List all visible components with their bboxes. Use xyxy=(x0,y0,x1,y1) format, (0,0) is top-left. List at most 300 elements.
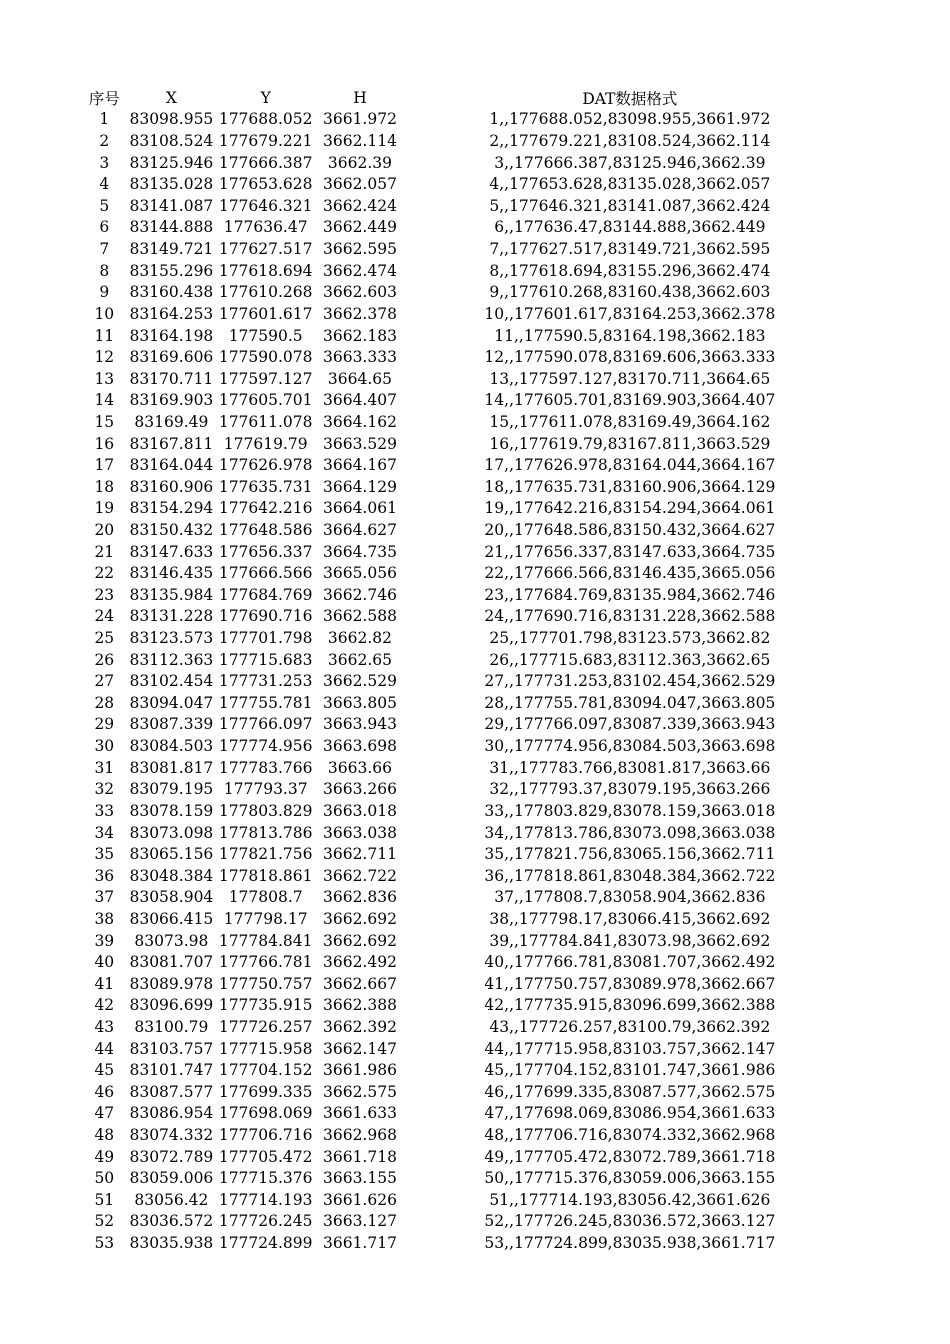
cell-dat: 17,,177626.978,83164.044,3664.167 xyxy=(484,456,776,475)
table-row xyxy=(80,411,800,433)
cell-y: 177690.716 xyxy=(218,607,313,626)
cell-x: 83084.503 xyxy=(129,737,214,756)
table-row xyxy=(80,995,800,1017)
cell-y: 177618.694 xyxy=(218,261,313,280)
cell-x: 83160.438 xyxy=(129,283,214,302)
cell-y: 177605.701 xyxy=(218,391,313,410)
cell-y: 177808.7 xyxy=(228,888,303,907)
cell-h: 3664.167 xyxy=(322,456,397,475)
cell-h: 3661.972 xyxy=(322,110,397,129)
cell-seq: 45 xyxy=(94,1061,115,1080)
cell-dat: 19,,177642.216,83154.294,3664.061 xyxy=(484,499,776,518)
cell-dat: 9,,177610.268,83160.438,3662.603 xyxy=(489,283,771,302)
cell-seq: 13 xyxy=(94,369,115,388)
cell-x: 83081.817 xyxy=(129,758,214,777)
cell-h: 3663.943 xyxy=(322,715,397,734)
cell-y: 177766.781 xyxy=(218,953,313,972)
cell-seq: 24 xyxy=(94,607,115,626)
cell-x: 83146.435 xyxy=(129,564,214,583)
cell-seq: 35 xyxy=(94,845,115,864)
table-row xyxy=(80,973,800,995)
header-h: H xyxy=(353,88,367,107)
cell-h: 3663.038 xyxy=(322,823,397,842)
cell-dat: 16,,177619.79,83167.811,3663.529 xyxy=(489,434,771,453)
cell-seq: 49 xyxy=(94,1147,115,1166)
cell-x: 83078.159 xyxy=(129,801,214,820)
cell-x: 83123.573 xyxy=(129,629,214,648)
cell-dat: 11,,177590.5,83164.198,3662.183 xyxy=(494,326,766,345)
header-row xyxy=(80,87,800,109)
cell-y: 177666.566 xyxy=(218,564,313,583)
table-row xyxy=(80,1167,800,1189)
cell-seq: 36 xyxy=(94,866,115,885)
table-row xyxy=(80,692,800,714)
cell-y: 177611.078 xyxy=(218,412,313,431)
cell-y: 177774.956 xyxy=(218,737,313,756)
cell-dat: 30,,177774.956,83084.503,3663.698 xyxy=(484,737,776,756)
cell-seq: 41 xyxy=(94,974,115,993)
cell-x: 83131.228 xyxy=(129,607,214,626)
cell-dat: 50,,177715.376,83059.006,3663.155 xyxy=(484,1169,776,1188)
cell-h: 3661.986 xyxy=(322,1061,397,1080)
cell-y: 177626.978 xyxy=(218,456,313,475)
cell-x: 83065.156 xyxy=(129,845,214,864)
table-row xyxy=(80,303,800,325)
cell-y: 177704.152 xyxy=(218,1061,313,1080)
table-row xyxy=(80,627,800,649)
cell-x: 83169.49 xyxy=(134,412,209,431)
cell-dat: 12,,177590.078,83169.606,3663.333 xyxy=(484,348,776,367)
data-rows xyxy=(80,109,800,1254)
header-y: Y xyxy=(260,88,271,107)
table-row xyxy=(80,670,800,692)
table-row xyxy=(80,1124,800,1146)
cell-y: 177715.683 xyxy=(218,650,313,669)
table-row xyxy=(80,195,800,217)
table-row xyxy=(80,173,800,195)
cell-h: 3662.449 xyxy=(322,218,397,237)
cell-seq: 26 xyxy=(94,650,115,669)
cell-seq: 37 xyxy=(94,888,115,907)
cell-seq: 21 xyxy=(94,542,115,561)
cell-dat: 41,,177750.757,83089.978,3662.667 xyxy=(484,974,776,993)
cell-dat: 1,,177688.052,83098.955,3661.972 xyxy=(489,110,771,129)
cell-y: 177750.757 xyxy=(218,974,313,993)
cell-dat: 46,,177699.335,83087.577,3662.575 xyxy=(484,1082,776,1101)
cell-y: 177726.257 xyxy=(218,1018,313,1036)
cell-dat: 37,,177808.7,83058.904,3662.836 xyxy=(494,888,766,907)
cell-x: 83155.296 xyxy=(129,261,214,280)
cell-seq: 2 xyxy=(99,132,110,151)
cell-x: 83094.047 xyxy=(129,693,214,712)
cell-seq: 38 xyxy=(94,909,115,928)
cell-y: 177705.472 xyxy=(218,1147,313,1166)
cell-dat: 42,,177735.915,83096.699,3662.388 xyxy=(484,996,776,1015)
cell-dat: 31,,177783.766,83081.817,3663.66 xyxy=(489,758,771,777)
cell-h: 3662.82 xyxy=(327,629,393,648)
table-row xyxy=(80,562,800,584)
cell-x: 83058.904 xyxy=(129,888,214,907)
cell-h: 3662.424 xyxy=(322,196,397,215)
cell-x: 83102.454 xyxy=(129,672,214,691)
cell-dat: 6,,177636.47,83144.888,3662.449 xyxy=(494,218,766,237)
cell-y: 177590.5 xyxy=(228,326,303,345)
cell-y: 177646.321 xyxy=(218,196,313,215)
cell-h: 3663.66 xyxy=(327,758,393,777)
table-row xyxy=(80,1189,800,1211)
cell-x: 83081.707 xyxy=(129,953,214,972)
cell-seq: 25 xyxy=(94,629,115,648)
cell-h: 3662.183 xyxy=(322,326,397,345)
table-row xyxy=(80,346,800,368)
cell-y: 177803.829 xyxy=(218,801,313,820)
cell-h: 3663.266 xyxy=(322,780,397,799)
cell-seq: 53 xyxy=(94,1234,115,1253)
table-row xyxy=(80,1038,800,1060)
cell-x: 83087.577 xyxy=(129,1082,214,1101)
cell-y: 177656.337 xyxy=(218,542,313,561)
cell-h: 3662.378 xyxy=(322,304,397,323)
table-row xyxy=(80,822,800,844)
cell-y: 177688.052 xyxy=(218,110,313,129)
cell-h: 3662.603 xyxy=(322,283,397,302)
cell-h: 3662.114 xyxy=(322,132,397,151)
cell-dat: 29,,177766.097,83087.339,3663.943 xyxy=(484,715,776,734)
table-row xyxy=(80,325,800,347)
cell-dat: 26,,177715.683,83112.363,3662.65 xyxy=(489,650,771,669)
cell-dat: 22,,177666.566,83146.435,3665.056 xyxy=(484,564,776,583)
cell-h: 3662.39 xyxy=(327,153,393,172)
cell-dat: 51,,177714.193,83056.42,3661.626 xyxy=(489,1190,771,1209)
cell-h: 3661.633 xyxy=(322,1104,397,1123)
cell-y: 177798.17 xyxy=(223,909,308,928)
cell-h: 3664.129 xyxy=(322,477,397,496)
cell-seq: 9 xyxy=(99,283,110,302)
cell-y: 177601.617 xyxy=(218,304,313,323)
cell-seq: 7 xyxy=(99,240,110,259)
table-row xyxy=(80,865,800,887)
cell-seq: 4 xyxy=(99,175,110,194)
cell-seq: 47 xyxy=(94,1104,115,1123)
cell-dat: 18,,177635.731,83160.906,3664.129 xyxy=(484,477,776,496)
cell-dat: 25,,177701.798,83123.573,3662.82 xyxy=(489,629,771,648)
cell-x: 83073.98 xyxy=(134,931,209,950)
cell-seq: 52 xyxy=(94,1212,115,1231)
cell-h: 3662.529 xyxy=(322,672,397,691)
cell-x: 83144.888 xyxy=(129,218,214,237)
cell-x: 83073.098 xyxy=(129,823,214,842)
cell-dat: 2,,177679.221,83108.524,3662.114 xyxy=(489,132,771,151)
cell-y: 177821.756 xyxy=(218,845,313,864)
cell-dat: 8,,177618.694,83155.296,3662.474 xyxy=(489,261,771,280)
cell-x: 83048.384 xyxy=(129,866,214,885)
cell-x: 83164.253 xyxy=(129,304,214,323)
cell-dat: 44,,177715.958,83103.757,3662.147 xyxy=(484,1039,776,1058)
cell-h: 3662.65 xyxy=(327,650,393,669)
table-row xyxy=(80,498,800,520)
table-row xyxy=(80,779,800,801)
cell-seq: 12 xyxy=(94,348,115,367)
cell-seq: 5 xyxy=(99,196,110,215)
cell-h: 3664.407 xyxy=(322,391,397,410)
cell-h: 3663.127 xyxy=(322,1212,397,1231)
cell-y: 177726.245 xyxy=(218,1212,313,1231)
cell-seq: 14 xyxy=(94,391,115,410)
cell-h: 3662.388 xyxy=(322,996,397,1015)
cell-x: 83072.789 xyxy=(129,1147,214,1166)
cell-seq: 29 xyxy=(94,715,115,734)
cell-h: 3662.968 xyxy=(322,1126,397,1145)
table-row xyxy=(80,130,800,152)
cell-y: 177784.841 xyxy=(218,931,313,950)
cell-y: 177766.097 xyxy=(218,715,313,734)
cell-y: 177610.268 xyxy=(218,283,313,302)
cell-seq: 46 xyxy=(94,1082,115,1101)
cell-dat: 35,,177821.756,83065.156,3662.711 xyxy=(484,845,776,864)
cell-x: 83098.955 xyxy=(129,110,214,129)
cell-h: 3664.627 xyxy=(322,520,397,539)
cell-x: 83149.721 xyxy=(129,240,214,259)
table-row xyxy=(80,541,800,563)
cell-dat: 20,,177648.586,83150.432,3664.627 xyxy=(484,520,776,539)
table-row xyxy=(80,908,800,930)
cell-h: 3664.65 xyxy=(327,369,393,388)
cell-y: 177627.517 xyxy=(218,240,313,259)
cell-x: 83086.954 xyxy=(129,1104,214,1123)
cell-h: 3662.147 xyxy=(322,1039,397,1058)
table-row xyxy=(80,454,800,476)
cell-x: 83059.006 xyxy=(129,1169,214,1188)
cell-seq: 44 xyxy=(94,1039,115,1058)
cell-y: 177635.731 xyxy=(218,477,313,496)
cell-dat: 7,,177627.517,83149.721,3662.595 xyxy=(489,240,771,259)
cell-y: 177715.376 xyxy=(218,1169,313,1188)
cell-dat: 47,,177698.069,83086.954,3661.633 xyxy=(484,1104,776,1123)
cell-seq: 19 xyxy=(94,499,115,518)
table-row xyxy=(80,1232,800,1254)
cell-y: 177653.628 xyxy=(218,175,313,194)
table-row xyxy=(80,1146,800,1168)
cell-x: 83167.811 xyxy=(129,434,214,453)
cell-x: 83150.432 xyxy=(129,520,214,539)
cell-y: 177701.798 xyxy=(218,629,313,648)
cell-h: 3662.392 xyxy=(322,1018,397,1036)
cell-seq: 1 xyxy=(99,110,110,129)
cell-y: 177793.37 xyxy=(223,780,308,799)
cell-x: 83141.087 xyxy=(129,196,214,215)
cell-y: 177590.078 xyxy=(218,348,313,367)
cell-h: 3662.667 xyxy=(322,974,397,993)
table-row xyxy=(80,887,800,909)
cell-y: 177684.769 xyxy=(218,585,313,604)
table-row xyxy=(80,368,800,390)
cell-dat: 32,,177793.37,83079.195,3663.266 xyxy=(489,780,771,799)
cell-dat: 27,,177731.253,83102.454,3662.529 xyxy=(484,672,776,691)
cell-x: 83108.524 xyxy=(129,132,214,151)
cell-y: 177619.79 xyxy=(223,434,308,453)
cell-h: 3663.018 xyxy=(322,801,397,820)
table-row xyxy=(80,260,800,282)
cell-x: 83164.198 xyxy=(129,326,214,345)
cell-x: 83164.044 xyxy=(129,456,214,475)
table-row xyxy=(80,735,800,757)
cell-h: 3662.474 xyxy=(322,261,397,280)
cell-dat: 3,,177666.387,83125.946,3662.39 xyxy=(494,153,766,172)
cell-seq: 42 xyxy=(94,996,115,1015)
table-row xyxy=(80,433,800,455)
cell-y: 177636.47 xyxy=(223,218,308,237)
table-row xyxy=(80,584,800,606)
cell-seq: 20 xyxy=(94,520,115,539)
cell-y: 177818.861 xyxy=(218,866,313,885)
cell-h: 3663.698 xyxy=(322,737,397,756)
cell-h: 3662.575 xyxy=(322,1082,397,1101)
cell-dat: 48,,177706.716,83074.332,3662.968 xyxy=(484,1126,776,1145)
cell-y: 177755.781 xyxy=(218,693,313,712)
cell-h: 3664.735 xyxy=(322,542,397,561)
cell-seq: 27 xyxy=(94,672,115,691)
cell-x: 83135.028 xyxy=(129,175,214,194)
cell-h: 3662.692 xyxy=(322,931,397,950)
cell-h: 3664.162 xyxy=(322,412,397,431)
cell-x: 83089.978 xyxy=(129,974,214,993)
cell-h: 3663.805 xyxy=(322,693,397,712)
cell-dat: 4,,177653.628,83135.028,3662.057 xyxy=(489,175,771,194)
cell-h: 3663.333 xyxy=(322,348,397,367)
cell-h: 3664.061 xyxy=(322,499,397,518)
cell-h: 3663.529 xyxy=(322,434,397,453)
cell-y: 177666.387 xyxy=(218,153,313,172)
cell-seq: 31 xyxy=(94,758,115,777)
cell-h: 3661.718 xyxy=(322,1147,397,1166)
table-row xyxy=(80,476,800,498)
cell-h: 3662.057 xyxy=(322,175,397,194)
cell-y: 177731.253 xyxy=(218,672,313,691)
cell-x: 83135.984 xyxy=(129,585,214,604)
table-row xyxy=(80,606,800,628)
cell-h: 3662.588 xyxy=(322,607,397,626)
cell-seq: 28 xyxy=(94,693,115,712)
table-row xyxy=(80,217,800,239)
cell-dat: 15,,177611.078,83169.49,3664.162 xyxy=(489,412,771,431)
table-row xyxy=(80,714,800,736)
cell-dat: 45,,177704.152,83101.747,3661.986 xyxy=(484,1061,776,1080)
cell-x: 83096.699 xyxy=(129,996,214,1015)
table-row xyxy=(80,238,800,260)
cell-y: 177715.958 xyxy=(218,1039,313,1058)
cell-dat: 5,,177646.321,83141.087,3662.424 xyxy=(489,196,771,215)
cell-h: 3662.492 xyxy=(322,953,397,972)
table-row xyxy=(80,930,800,952)
cell-seq: 3 xyxy=(99,153,110,172)
table-row xyxy=(80,757,800,779)
cell-seq: 43 xyxy=(94,1018,115,1036)
cell-dat: 14,,177605.701,83169.903,3664.407 xyxy=(484,391,776,410)
cell-dat: 24,,177690.716,83131.228,3662.588 xyxy=(484,607,776,626)
cell-seq: 15 xyxy=(94,412,115,431)
cell-h: 3662.692 xyxy=(322,909,397,928)
cell-dat: 13,,177597.127,83170.711,3664.65 xyxy=(489,369,771,388)
cell-dat: 38,,177798.17,83066.415,3662.692 xyxy=(489,909,771,928)
cell-dat: 10,,177601.617,83164.253,3662.378 xyxy=(484,304,776,323)
cell-seq: 23 xyxy=(94,585,115,604)
cell-x: 83066.415 xyxy=(129,909,214,928)
cell-seq: 17 xyxy=(94,456,115,475)
cell-x: 83154.294 xyxy=(129,499,214,518)
cell-y: 177735.915 xyxy=(218,996,313,1015)
cell-y: 177783.766 xyxy=(218,758,313,777)
cell-dat: 43,,177726.257,83100.79,3662.392 xyxy=(489,1018,771,1036)
cell-h: 3661.626 xyxy=(322,1190,397,1209)
cell-h: 3662.836 xyxy=(322,888,397,907)
cell-x: 83074.332 xyxy=(129,1126,214,1145)
cell-y: 177679.221 xyxy=(218,132,313,151)
cell-seq: 39 xyxy=(94,931,115,950)
cell-dat: 36,,177818.861,83048.384,3662.722 xyxy=(484,866,776,885)
cell-x: 83169.903 xyxy=(129,391,214,410)
table-row xyxy=(80,1059,800,1081)
cell-x: 83103.757 xyxy=(129,1039,214,1058)
cell-dat: 53,,177724.899,83035.938,3661.717 xyxy=(484,1234,776,1253)
cell-y: 177698.069 xyxy=(218,1104,313,1123)
cell-y: 177699.335 xyxy=(218,1082,313,1101)
header-x: X xyxy=(165,88,177,107)
table-row xyxy=(80,800,800,822)
cell-h: 3662.711 xyxy=(322,845,397,864)
cell-x: 83056.42 xyxy=(134,1190,209,1209)
table-row xyxy=(80,109,800,131)
cell-x: 83101.747 xyxy=(129,1061,214,1080)
cell-x: 83125.946 xyxy=(129,153,214,172)
cell-dat: 28,,177755.781,83094.047,3663.805 xyxy=(484,693,776,712)
cell-x: 83079.195 xyxy=(129,780,214,799)
table-row xyxy=(80,152,800,174)
cell-seq: 51 xyxy=(94,1190,115,1209)
cell-y: 177724.899 xyxy=(218,1234,313,1253)
table-row xyxy=(80,951,800,973)
cell-x: 83100.79 xyxy=(134,1018,209,1036)
cell-seq: 11 xyxy=(94,326,115,345)
cell-y: 177648.586 xyxy=(218,520,313,539)
cell-seq: 18 xyxy=(94,477,115,496)
cell-dat: 23,,177684.769,83135.984,3662.746 xyxy=(484,585,776,604)
cell-x: 83087.339 xyxy=(129,715,214,734)
cell-seq: 48 xyxy=(94,1126,115,1145)
cell-h: 3662.595 xyxy=(322,240,397,259)
table-row xyxy=(80,1103,800,1125)
cell-dat: 21,,177656.337,83147.633,3664.735 xyxy=(484,542,776,561)
cell-x: 83160.906 xyxy=(129,477,214,496)
cell-y: 177597.127 xyxy=(218,369,313,388)
cell-seq: 32 xyxy=(94,780,115,799)
table-row xyxy=(80,1016,800,1038)
cell-seq: 50 xyxy=(94,1169,115,1188)
cell-x: 83035.938 xyxy=(129,1234,214,1253)
table-row xyxy=(80,281,800,303)
cell-y: 177813.786 xyxy=(218,823,313,842)
cell-seq: 40 xyxy=(94,953,115,972)
cell-h: 3661.717 xyxy=(322,1234,397,1253)
cell-seq: 10 xyxy=(94,304,115,323)
cell-y: 177642.216 xyxy=(218,499,313,518)
cell-seq: 6 xyxy=(99,218,110,237)
cell-dat: 33,,177803.829,83078.159,3663.018 xyxy=(484,801,776,820)
table-row xyxy=(80,649,800,671)
cell-x: 83169.606 xyxy=(129,348,214,367)
cell-x: 83036.572 xyxy=(129,1212,214,1231)
table-row xyxy=(80,519,800,541)
table-row xyxy=(80,390,800,412)
